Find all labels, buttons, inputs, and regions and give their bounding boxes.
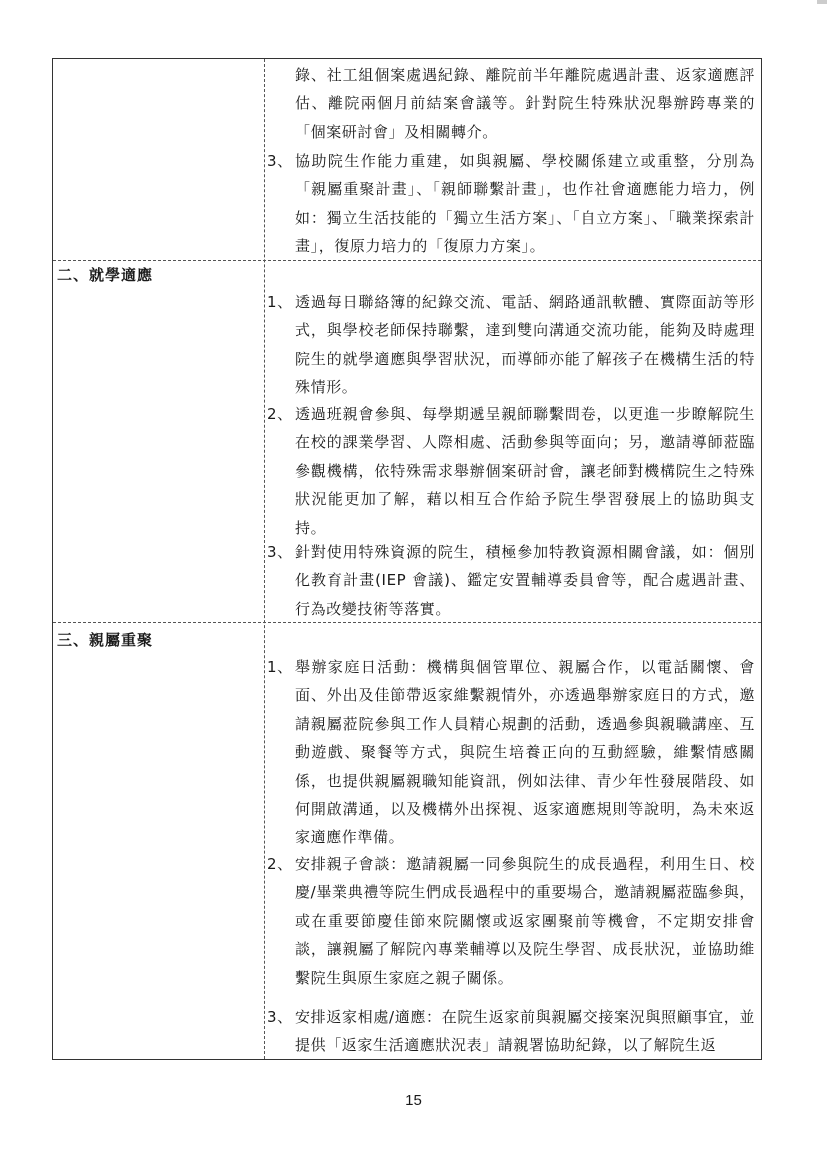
paragraph-item: 2、 安排親子會談：邀請親屬一同參與院生的成長過程，利用生日、校慶/畢業典禮等院生們成長過程中的重要場合，邀請親屬蒞臨參與，或在重要節慶佳節來院關懷或返家團聚前等機會，不定期安排會談，讓親屬了解院內專業輔導以及院生學習、成長狀況，並協助維繫院生與原生家庭之親子關係。 [267,855,755,987]
paragraph-item: 3、 針對使用特殊資源的院生，積極參加特教資源相關會議，如：個別化教育計畫(IEP 會議)、鑑定安置輔導委員會等，配合處遇計畫、行為改變技術等落實。 [267,543,755,618]
paragraph-item: 1、 舉辦家庭日活動：機構與個管單位、親屬合作，以電話關懷、會面、外出及佳節帶返家維繫親情外，亦透過舉辦家庭日的方式，邀請親屬蒞院參與工作人員精心規劃的活動，透過參與親職講座、互動遊戲、聚餐等方式，與院生培養正向的互動經驗，維繫情感關係，也提供親屬親職知能資訊，例如法律、青少年性發展階段、如何開啟溝通，以及機構外出探視、返家適應規則等說明，為未來返家適應作準備。 [267,658,755,847]
paragraph-item: 1、 透過每日聯絡簿的紀錄交流、電話、網路通訊軟體、實際面訪等形式，與學校老師保持聯繫，達到雙向溝通交流功能，能夠及時處理院生的就學適應與學習狀況，而導師亦能了解孩子在機構生活的特殊情形。 [267,293,755,397]
paragraph-item: 3、 協助院生作能力重建，如與親屬、學校關係建立或重整，分別為「親屬重聚計畫」、「親師聯繫計畫」，也作社會適應能力培力，例如：獨立生活技能的「獨立生活方案」、「自立方案」、「職業探索計畫」，復原力培力的「復原力方案」。 [267,152,755,256]
page-number: 15 [405,1092,422,1109]
paragraph-item: 3、 安排返家相處/適應：在院生返家前與親屬交接案況與照顧事宜，並提供「返家生活適應狀況表」請親署協助紀錄，以了解院生返 [267,1008,755,1055]
section-title-family-reunion: 三、親屬重聚 [57,631,154,649]
scan-mark [817,0,827,4]
column-divider [264,59,265,1059]
paragraph-item: 2、 透過班親會參與、每學期遞呈親師聯繫問卷，以更進一步瞭解院生在校的課業學習、人際相處、活動參與等面向；另，邀請導師蒞臨參觀機構，依特殊需求舉辦個案研討會，讓老師對機構院生之特殊狀況能更加了解，藉以相互合作給予院生學習發展上的協助與支持。 [267,405,755,537]
paragraph-continuation: 錄、社工組個案處遇紀錄、離院前半年離院處遇計畫、返家適應評估、離院兩個月前結案會議等。針對院生特殊狀況舉辦跨專業的「個案研討會」及相關轉介。 [295,66,755,141]
section-title-school-adaptation: 二、就學適應 [57,266,154,284]
content-table [52,58,762,1060]
